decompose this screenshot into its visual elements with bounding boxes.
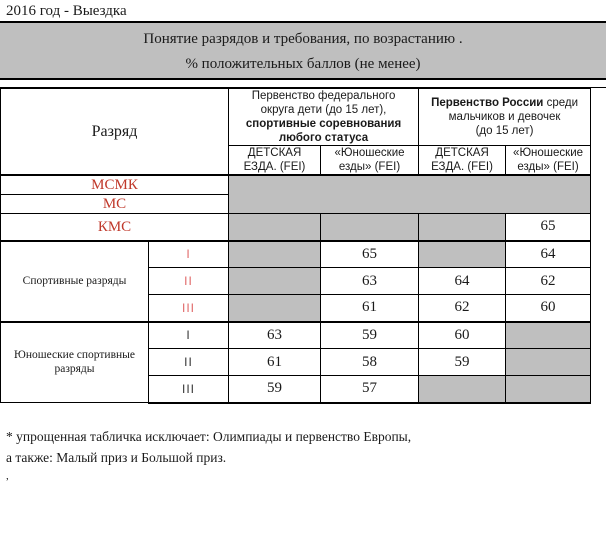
table-row [1,322,591,349]
subheader-col-4-l2: езды» (FEI) [517,161,579,173]
cell-youth-2-c1: 61 [229,349,321,376]
numeral-sport-3: III [149,295,229,322]
footnote [0,404,606,484]
banner-line-2: % положительных баллов (не менее) [185,56,421,72]
cell-youth-3-c2: 57 [321,376,419,403]
subheader-col-2-l1: «Юношеские [334,147,405,159]
rank-label-msmk: МСМК [1,175,229,195]
cell-sport-3-c2: 61 [321,295,419,322]
cell-sport-1-c1 [229,241,321,268]
cell-youth-3-c1: 59 [229,376,321,403]
subheader-col-1-l2: ЕЗДА. (FEI) [243,161,306,173]
subheader-col-4-l1: «Юношеские [513,147,584,159]
footnote-line-3: , [6,469,9,482]
subheader-col-1 [229,146,321,176]
banner-heading [0,22,606,80]
footnote-line-2: а также: Малый приз и Большой приз. [6,449,227,465]
cell-kms-c4: 65 [506,214,591,241]
numeral-youth-1: I [149,322,229,349]
subheader-col-3-l2: ЕЗДА. (FEI) [431,161,493,173]
header-group-russia-l1: Первенство России [431,97,544,109]
subheader-col-2-l2: езды» (FEI) [338,161,401,173]
subheader-col-1-l1: ДЕТСКАЯ [247,147,302,159]
group-label-sportivnye: Спортивные разряды [1,241,149,322]
cell-sport-3-c1 [229,295,321,322]
header-rank-column: Разряд [1,89,229,176]
document-title: 2016 год - Выездка [0,0,606,22]
footnote-line-1: * упрощенная табличка исключает: Олимпиады и первенство Европы, [6,428,412,444]
cell-youth-2-c2: 58 [321,349,419,376]
cell-youth-1-c4 [506,322,591,349]
cell-youth-2-c3: 59 [419,349,506,376]
cell-kms-c1 [229,214,321,241]
numeral-youth-3: III [149,376,229,403]
table-row [1,214,591,241]
numeral-youth-2: II [149,349,229,376]
cell-sport-2-c4: 62 [506,268,591,295]
rank-label-kms: КМС [1,214,229,241]
numeral-sport-2: II [149,268,229,295]
cell-sport-1-c4: 64 [506,241,591,268]
cell-youth-1-c3: 60 [419,322,506,349]
cell-youth-1-c1: 63 [229,322,321,349]
cell-sport-3-c4: 60 [506,295,591,322]
group-label-yunosheskie: Юношеские спортивные разряды [1,322,149,403]
shaded-band-msmk-ms [229,175,591,214]
header-group-federal-l2: округа дети (до 15 лет), [260,104,387,116]
header-group-federal-l1: Первенство федерального [251,90,396,102]
cell-sport-1-c3 [419,241,506,268]
table-header-row-groups [1,89,591,146]
table-row [1,241,591,268]
cell-sport-1-c2: 65 [321,241,419,268]
cell-sport-2-c2: 63 [321,268,419,295]
spacer-strip [0,80,606,88]
cell-youth-3-c4 [506,376,591,403]
header-group-federal [229,89,419,146]
cell-kms-c3 [419,214,506,241]
cell-sport-3-c3: 62 [419,295,506,322]
cell-sport-2-c3: 64 [419,268,506,295]
rank-label-ms: МС [1,195,229,214]
subheader-col-2 [321,146,419,176]
subheader-col-3-l1: ДЕТСКАЯ [435,147,489,159]
cell-sport-2-c1 [229,268,321,295]
header-group-federal-l3: спортивные соревнования [245,118,402,130]
header-group-russia-l3: (до 15 лет) [475,125,534,137]
header-group-russia-l1b: среди [546,97,579,109]
cell-kms-c2 [321,214,419,241]
cell-youth-2-c4 [506,349,591,376]
requirements-table [0,88,591,404]
subheader-col-3 [419,146,506,176]
cell-youth-1-c2: 59 [321,322,419,349]
header-group-federal-l4: любого статуса [278,132,369,144]
table-row [1,175,591,195]
banner-line-1: Понятие разрядов и требования, по возрастанию . [143,31,463,47]
header-group-russia [419,89,591,146]
cell-youth-3-c3 [419,376,506,403]
numeral-sport-1: I [149,241,229,268]
header-group-russia-l2: мальчиков и девочек [448,111,561,123]
subheader-col-4 [506,146,591,176]
